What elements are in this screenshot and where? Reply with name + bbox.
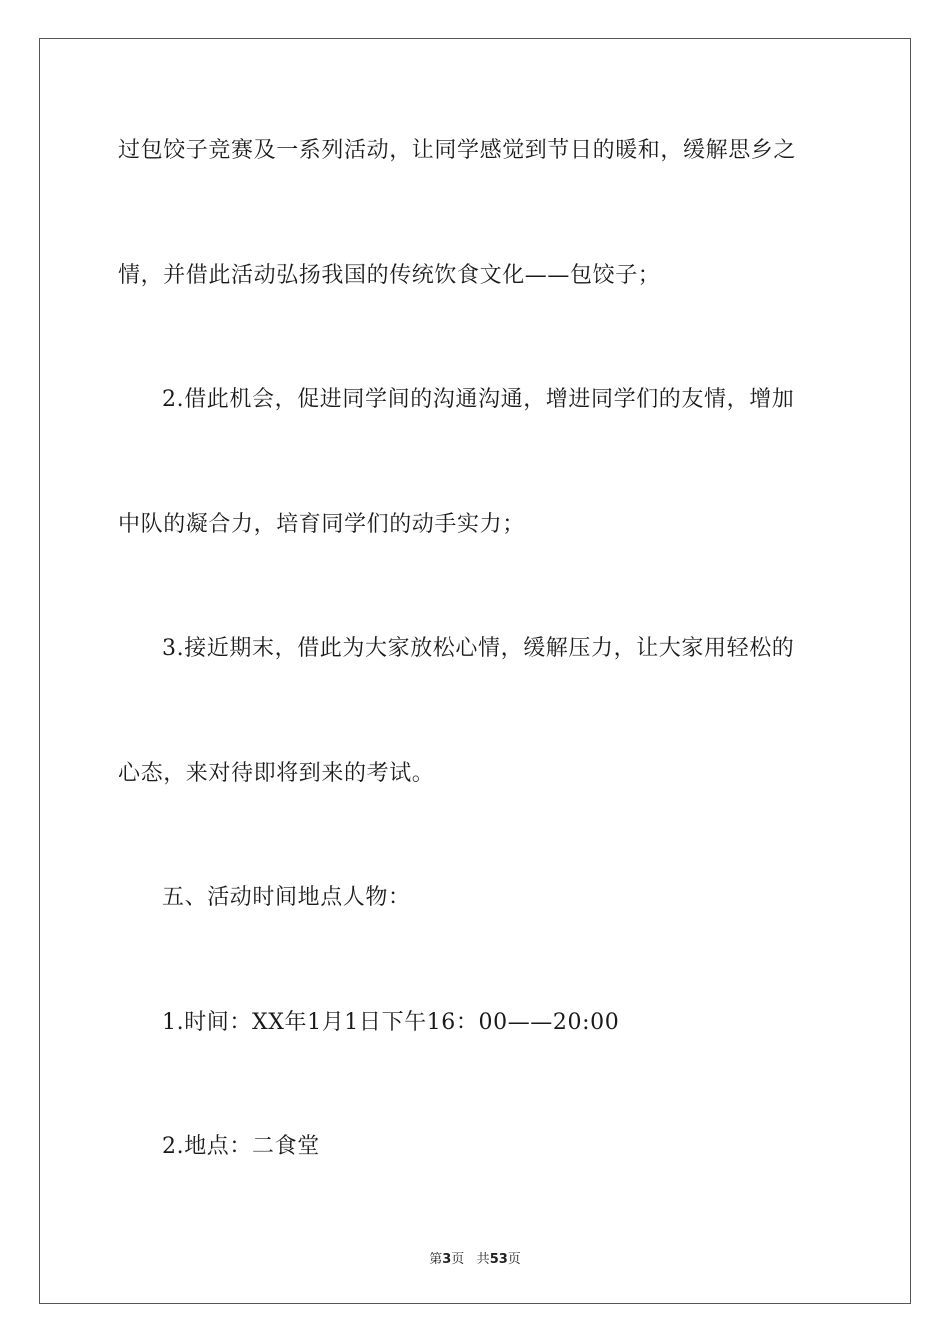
page-footer: [0, 1248, 950, 1267]
page-frame: [39, 38, 911, 1304]
time-line: 1.时间：XX年1月1日下午16：00——20:00: [162, 1010, 620, 1035]
footer-total-suffix: 页: [507, 1252, 521, 1267]
body-line-3: 2.借此机会，促进同学间的沟通沟通，增进同学们的友情，增加: [162, 387, 795, 412]
footer-total-number: 53: [489, 1252, 508, 1267]
body-line-6: 心态，来对待即将到来的考试。: [118, 761, 435, 786]
body-line-4: 中队的凝合力，培育同学们的动手实力；: [118, 512, 525, 537]
footer-page-prefix: 第: [429, 1252, 443, 1267]
footer-page-suffix: 页: [451, 1252, 465, 1267]
body-line-1: 过包饺子竞赛及一系列活动，让同学感觉到节日的暖和，缓解思乡之: [118, 138, 797, 163]
section-heading: 五、活动时间地点人物：: [162, 885, 411, 910]
footer-total-prefix: 共: [476, 1252, 490, 1267]
footer-page-number: 3: [442, 1252, 452, 1267]
body-line-5: 3.接近期末，借此为大家放松心情，缓解压力，让大家用轻松的: [162, 636, 795, 661]
body-line-2: 情，并借此活动弘扬我国的传统饮食文化——包饺子；: [118, 263, 661, 288]
location-line: 2.地点：二食堂: [162, 1134, 320, 1159]
